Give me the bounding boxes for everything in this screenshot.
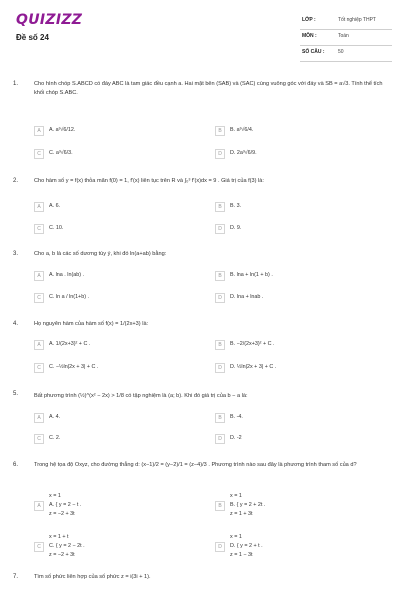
- option-letter-badge: B: [215, 413, 225, 423]
- option-letter-badge: C: [34, 149, 44, 159]
- option-a[interactable]: [34, 492, 81, 519]
- option-text: B. 3.: [230, 203, 242, 209]
- option-letter-badge: A: [34, 202, 44, 212]
- option-b[interactable]: [215, 126, 253, 136]
- option-letter-badge: B: [215, 340, 225, 350]
- option-b[interactable]: [215, 202, 241, 212]
- question-text: Cho hình chóp S.ABCD có đáy ABC là tam giác đều cạnh a. Hai mặt bên (SAB) và (SAC) cùng vuông góc với đáy và SB = a√3. Tính thể tích khối chóp S.ABC.: [34, 81, 383, 96]
- option-text: B. −2/(2x+3)² + C .: [230, 341, 275, 347]
- option-text: x = 1 B. { y = 2 + 2t . z = 1 + 3t: [230, 493, 266, 517]
- option-letter-badge: A: [34, 413, 44, 423]
- option-a[interactable]: [34, 202, 60, 212]
- option-text: C. a³√6/3.: [49, 150, 73, 156]
- option-a[interactable]: [34, 340, 90, 350]
- option-text: C. 2.: [49, 435, 61, 441]
- option-text: A. lna . ln(ab) .: [49, 272, 85, 278]
- question-number: 3.: [13, 251, 19, 257]
- option-letter-badge: A: [34, 501, 44, 511]
- option-text: x = 1 + t C. { y = 2 − 2t . z = −2 + 3t: [49, 534, 85, 558]
- option-letter-badge: C: [34, 293, 44, 303]
- option-letter-badge: B: [215, 501, 225, 511]
- question-number: 5.: [13, 391, 19, 397]
- option-d[interactable]: [215, 149, 257, 159]
- option-text: D. lna + lnab .: [230, 294, 264, 300]
- option-letter-badge: D: [215, 224, 225, 234]
- option-letter-badge: B: [215, 202, 225, 212]
- option-text: D. ½ln|2x + 3| + C .: [230, 364, 277, 370]
- option-letter-badge: C: [34, 224, 44, 234]
- option-text: D. 2a³√6/9.: [230, 150, 257, 156]
- option-letter-badge: D: [215, 363, 225, 373]
- option-text: A. 1/(2x+3)² + C .: [49, 341, 91, 347]
- option-text: C. ln a / ln(1+b) .: [49, 294, 89, 300]
- option-text: B. -4.: [230, 414, 243, 420]
- option-b[interactable]: [215, 413, 243, 423]
- option-letter-badge: C: [34, 434, 44, 444]
- option-c[interactable]: [34, 149, 73, 159]
- option-c[interactable]: [34, 434, 60, 444]
- exam-title: Đề số 24: [16, 33, 49, 42]
- option-a[interactable]: [34, 413, 60, 423]
- question-text: Cho a, b là các số dương tùy ý, khi đó ln(a+ab) bằng:: [34, 251, 167, 257]
- option-c[interactable]: [34, 533, 85, 560]
- question-text: Bất phương trình (½)^(x² − 2x) > 1/8 có tập nghiệm là (a; b). Khi đó giá trị của b − a là:: [34, 393, 248, 399]
- option-a[interactable]: [34, 126, 75, 136]
- quizizz-logo: QUIZIZZ: [16, 12, 83, 28]
- option-letter-badge: A: [34, 126, 44, 136]
- option-c[interactable]: [34, 293, 89, 303]
- question-text: Cho hàm số y = f(x) thỏa mãn f(0) = 1, f'(x) liên tục trên R và ∫₀³ f'(x)dx = 9 . Giá trị của f(3) là:: [34, 178, 264, 184]
- question-number: 6.: [13, 462, 19, 468]
- option-b[interactable]: [215, 271, 273, 281]
- meta-value: 50: [338, 49, 344, 55]
- option-text: D. -2: [230, 435, 242, 441]
- option-text: A. 6.: [49, 203, 61, 209]
- option-d[interactable]: [215, 434, 242, 444]
- meta-label: LỚP :: [302, 17, 316, 23]
- option-letter-badge: D: [215, 542, 225, 552]
- exam-meta-table: [300, 14, 392, 62]
- question-text: Họ nguyên hàm của hàm số f(x) = 1/(2x+3) là:: [34, 321, 149, 327]
- question-number: 4.: [13, 321, 19, 327]
- meta-row-count: [300, 46, 392, 62]
- option-c[interactable]: [34, 363, 98, 373]
- option-letter-badge: D: [215, 149, 225, 159]
- meta-row-class: [300, 14, 392, 30]
- option-letter-badge: C: [34, 363, 44, 373]
- option-letter-badge: B: [215, 271, 225, 281]
- meta-label: SỐ CÂU :: [302, 49, 325, 55]
- option-letter-badge: D: [215, 293, 225, 303]
- option-letter-badge: A: [34, 340, 44, 350]
- meta-label: MÔN :: [302, 33, 317, 39]
- option-text: B. a³√6/4.: [230, 127, 254, 133]
- option-text: C. 10.: [49, 225, 64, 231]
- option-d[interactable]: [215, 293, 263, 303]
- option-text: A. 4.: [49, 414, 61, 420]
- meta-value: Toán: [338, 33, 349, 39]
- option-letter-badge: C: [34, 542, 44, 552]
- question-text: Tìm số phức liên hợp của số phức z = i(3i + 1).: [34, 574, 151, 580]
- option-text: A. a³√6/12.: [49, 127, 76, 133]
- option-text: C. −½ln|2x + 3| + C .: [49, 364, 99, 370]
- option-b[interactable]: [215, 492, 265, 519]
- question-text: Trong hệ tọa độ Oxyz, cho đường thẳng d: (x−1)/2 = (y−2)/1 = (z−4)/3 . Phương trình nào sau đây là phương trình tham số của d?: [34, 462, 357, 468]
- option-letter-badge: D: [215, 434, 225, 444]
- meta-value: Tốt nghiệp THPT: [338, 17, 376, 23]
- option-text: x = 1 D. { y = 2 + t . z = 1 − 3t: [230, 534, 263, 558]
- option-letter-badge: A: [34, 271, 44, 281]
- question-number: 7.: [13, 574, 19, 580]
- option-d[interactable]: [215, 224, 241, 234]
- option-b[interactable]: [215, 340, 275, 350]
- option-d[interactable]: [215, 363, 276, 373]
- worksheet-header: [0, 0, 400, 66]
- option-letter-badge: B: [215, 126, 225, 136]
- option-c[interactable]: [34, 224, 63, 234]
- option-d[interactable]: [215, 533, 263, 560]
- option-text: D. 9.: [230, 225, 242, 231]
- option-a[interactable]: [34, 271, 84, 281]
- option-text: B. lna + ln(1 + b) .: [230, 272, 273, 278]
- meta-row-subject: [300, 30, 392, 46]
- question-number: 2.: [13, 178, 19, 184]
- option-text: x = 1 A. { y = 2 − t . z = −2 + 3t: [49, 493, 82, 517]
- question-number: 1.: [13, 81, 19, 87]
